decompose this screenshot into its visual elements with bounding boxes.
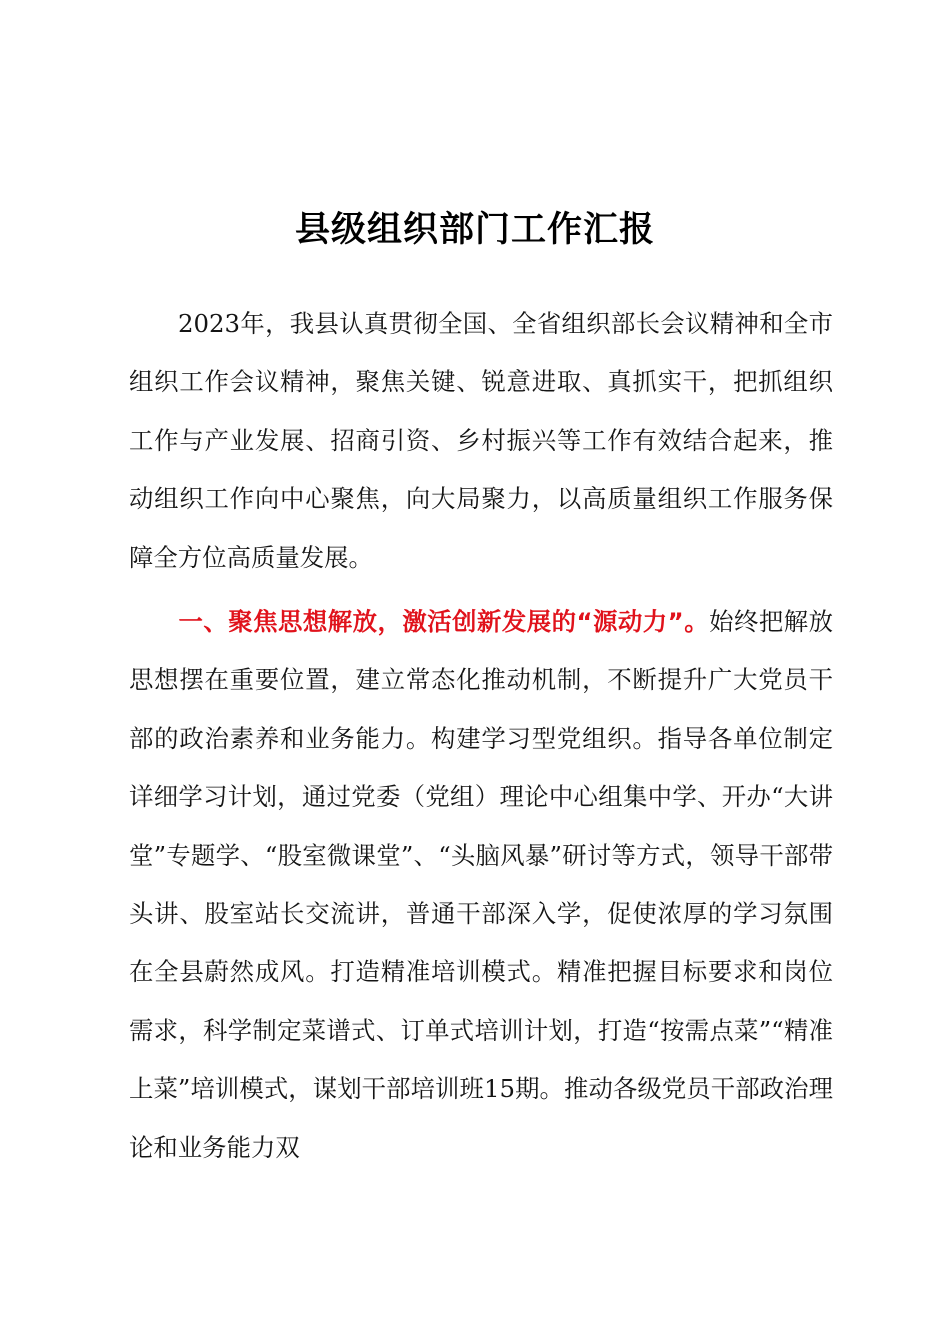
intro-paragraph-text: 2023年，我县认真贯彻全国、全省组织部长会议精神和全市组织工作会议精神，聚焦关键、锐意进取、真抓实干，把抓组织工作与产业发展、招商引资、乡村振兴等工作有效结合起来，推动组织工作向中心聚焦，向大局聚力，以高质量组织工作服务保障全方位高质量发展。 xyxy=(129,309,833,572)
document-title: 县级组织部门工作汇报 xyxy=(294,210,655,250)
section-1-paragraph xyxy=(129,593,833,1177)
section-1-body: 始终把解放思想摆在重要位置，建立常态化推动机制，不断提升广大党员干部的政治素养和业务能力。构建学习型党组织。指导各单位制定详细学习计划，通过党委（党组）理论中心组集中学、开办“大讲堂”专题学、“股室微课堂”、“头脑风暴”研讨等方式，领导干部带头讲、股室站长交流讲，普通干部深入学，促使浓厚的学习氛围在全县蔚然成风。打造精准培训模式。精准把握目标要求和岗位需求，科学制定菜谱式、订单式培训计划，打造“按需点菜”“精准上菜”培训模式，谋划干部培训班15期。推动各级党员干部政治理论和业务能力双 xyxy=(129,607,833,1162)
section-1-heading: 一、聚焦思想解放，激活创新发展的“源动力”。 xyxy=(178,607,710,636)
intro-paragraph xyxy=(129,295,833,587)
